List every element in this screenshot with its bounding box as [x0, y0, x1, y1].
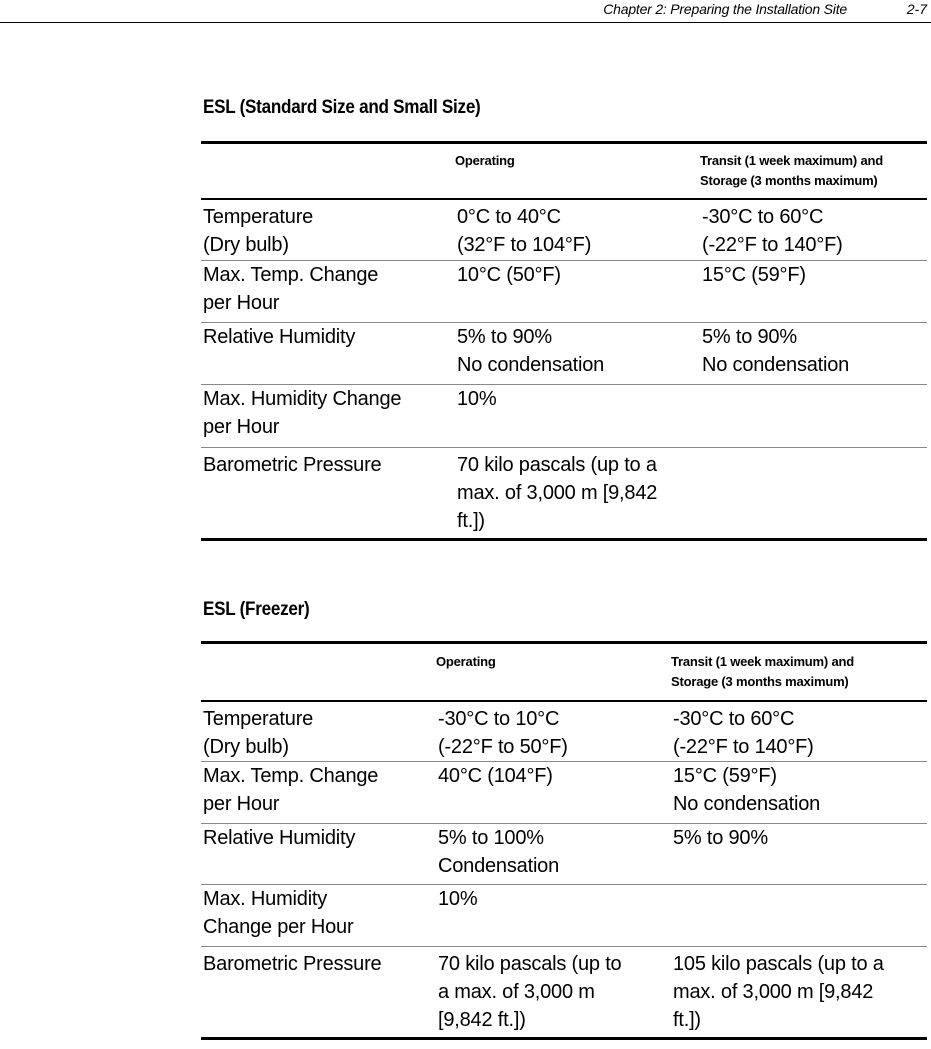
value-line: 10% [438, 888, 478, 910]
row-label-line: (Dry bulb) [203, 735, 289, 758]
row-label-cell [201, 885, 436, 947]
value-line: 40°C (104°F) [438, 765, 553, 787]
value-line: -30°C to 10°C [438, 707, 560, 730]
row-label-line: Relative Humidity [203, 827, 356, 849]
value-line: -30°C to 60°C [673, 707, 795, 730]
table-row [201, 824, 927, 885]
row-label-cell [201, 947, 436, 1039]
row-label-cell [201, 448, 455, 540]
section-title-standard: ESL (Standard Size and Small Size) [203, 97, 481, 118]
table-row [201, 323, 927, 385]
row-label-cell [201, 261, 455, 323]
column-header-operating: Operating [455, 153, 515, 168]
row-label-line: per Hour [203, 793, 280, 815]
transit-value-cell [671, 762, 927, 824]
row-label-line: Max. Temp. Change [203, 765, 379, 787]
spec-table-standard [201, 141, 927, 541]
page-header [0, 0, 931, 23]
operating-value-cell [455, 448, 700, 540]
transit-value-cell [700, 261, 927, 323]
row-label-line: Max. Humidity [203, 888, 328, 910]
value-line: 70 kilo pascals (up to a [457, 454, 657, 476]
value-line: No condensation [457, 354, 605, 376]
table-row [201, 701, 927, 762]
operating-value-cell [436, 701, 671, 762]
table-row [201, 885, 927, 947]
transit-value-cell [671, 885, 927, 947]
row-label-line: (Dry bulb) [203, 233, 289, 256]
section-title-freezer: ESL (Freezer) [203, 599, 310, 620]
row-label-line: Max. Humidity Change [203, 388, 402, 410]
row-label-cell [201, 701, 436, 762]
row-label-cell [201, 762, 436, 824]
value-line: ft.]) [673, 1009, 701, 1031]
value-line: 5% to 100% [438, 827, 544, 849]
row-label-line: Change per Hour [203, 916, 354, 938]
value-line: [9,842 ft.]) [438, 1009, 526, 1031]
row-label-cell [201, 385, 455, 448]
operating-value-cell [436, 824, 671, 885]
column-header-transit: Transit (1 week maximum) and Storage (3 months maximum) [671, 654, 854, 689]
operating-value-cell [436, 762, 671, 824]
value-line: No condensation [673, 793, 821, 815]
operating-value-cell [455, 323, 700, 385]
row-label-line: Relative Humidity [203, 326, 356, 348]
transit-value-cell [700, 385, 927, 448]
operating-value-cell [455, 385, 700, 448]
transit-value-cell [700, 448, 927, 540]
page-number: 2-7 [906, 1, 927, 17]
table-row [201, 448, 927, 540]
value-line: -30°C to 60°C [702, 205, 824, 228]
value-line: 15°C (59°F) [702, 264, 806, 286]
value-line: a max. of 3,000 m [438, 981, 595, 1003]
value-line: max. of 3,000 m [9,842 [673, 981, 874, 1003]
table-row [201, 385, 927, 448]
operating-value-cell [436, 885, 671, 947]
row-label-line: Barometric Pressure [203, 953, 382, 975]
value-line: 10% [457, 388, 497, 410]
value-line: No condensation [702, 354, 850, 376]
value-line: max. of 3,000 m [9,842 [457, 482, 658, 504]
value-line: 10°C (50°F) [457, 264, 561, 286]
transit-value-cell [700, 199, 927, 261]
spec-table-freezer [201, 641, 927, 1040]
value-line: 70 kilo pascals (up to [438, 953, 622, 975]
operating-value-cell [455, 199, 700, 261]
table-header-row [201, 143, 927, 199]
value-line: 5% to 90% [673, 827, 768, 849]
row-label-cell [201, 199, 455, 261]
table-row [201, 762, 927, 824]
value-line: (-22°F to 140°F) [673, 735, 814, 758]
table-row [201, 199, 927, 261]
chapter-title: Chapter 2: Preparing the Installation Site [603, 1, 847, 17]
column-header-blank [201, 643, 436, 701]
row-label-line: Barometric Pressure [203, 454, 382, 476]
row-label-line: Max. Temp. Change [203, 264, 379, 286]
table-header-row [201, 643, 927, 701]
transit-value-cell [671, 824, 927, 885]
value-line: (-22°F to 50°F) [438, 735, 568, 758]
value-line: (32°F to 104°F) [457, 233, 592, 256]
table-row [201, 261, 927, 323]
value-line: 15°C (59°F) [673, 765, 777, 787]
row-label-cell [201, 824, 436, 885]
column-header-transit: Transit (1 week maximum) and Storage (3 months maximum) [700, 153, 883, 188]
transit-value-cell [700, 323, 927, 385]
operating-value-cell [436, 947, 671, 1039]
value-line: 5% to 90% [702, 326, 797, 348]
row-label-line: Temperature [203, 707, 314, 730]
table-row [201, 947, 927, 1039]
row-label-line: per Hour [203, 416, 280, 438]
transit-value-cell [671, 947, 927, 1039]
row-label-line: Temperature [203, 205, 314, 228]
row-label-line: per Hour [203, 292, 280, 314]
value-line: Condensation [438, 855, 560, 877]
row-label-cell [201, 323, 455, 385]
value-line: 105 kilo pascals (up to a [673, 953, 884, 975]
transit-value-cell [671, 701, 927, 762]
value-line: 5% to 90% [457, 326, 552, 348]
value-line: 0°C to 40°C [457, 205, 561, 228]
value-line: (-22°F to 140°F) [702, 233, 843, 256]
value-line: ft.]) [457, 510, 485, 532]
operating-value-cell [455, 261, 700, 323]
column-header-operating: Operating [436, 654, 496, 669]
column-header-blank [201, 143, 455, 199]
